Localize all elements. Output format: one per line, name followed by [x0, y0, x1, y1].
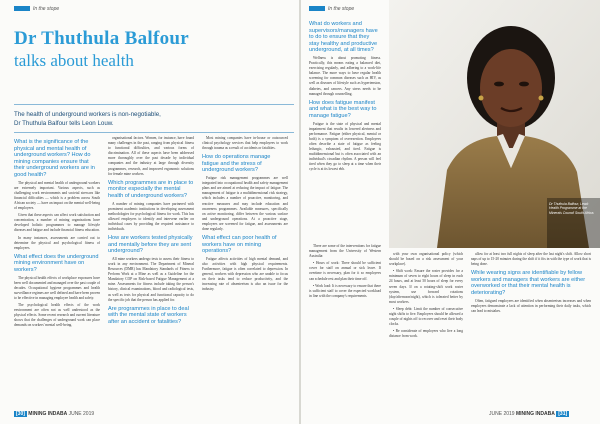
running-head-left: In the stope — [14, 6, 59, 12]
dek-rule — [14, 132, 294, 133]
question-heading: How do operations manage fatigue and the stress of underground workers? — [202, 154, 271, 174]
paragraph: In many instances, assessments are carried out to determine the physical and psychological fitness of employees. — [14, 235, 100, 250]
bullet: • Sleep debt: Limit the number of consecutive night shifts to five. Employees should be allowed a couple of nights off to recover and reset their body clocks. — [389, 306, 463, 327]
body-column-6 — [471, 252, 591, 406]
paragraph: A number of mining companies have partnered with prominent academic institutions in developing assessment methodologies for psychological fitness for work. This has allowed employers to identify and intervene earlier on individual cases by providing the required assistance to individuals. — [108, 201, 194, 231]
question-heading: How are workers tested physically and mentally before they are sent underground? — [108, 235, 193, 255]
bullet: • Hours of work: There should be sufficient cover for staff on annual or sick leave. If overtime is necessary, plan for it so employees can schedule rest and plan their time off. — [309, 261, 381, 281]
question-heading: What effect can poor health of workers have on mining operations? — [202, 235, 277, 255]
issue-date: JUNE 2019 — [489, 411, 515, 417]
paragraph: All mine workers undergo tests to assess their fitness to work in any environment. The Department of Mineral Resources (DMR) has Mandatory Standards of Fitness to Perform Work at a Mine as well as a Guideline for the Mandatory COP on Risk-based Fatigue Management at a mine. Assessments for fitness include taking the person's history, clinical examinations, blood and radiological tests, as well as tests for physical and functional capacity to do the specific job that the person has applied for. — [108, 256, 194, 302]
paragraph: Wellness is about promoting fitness. Practically, this means eating a balanced diet, exercising regularly, and adhering to a work-life balance. The more ways to have regular health screening for common diseases such as HIV, as well as diseases of lifestyle such as hypertension, diabetes, and cancers. Any stress needs to be managed through counselling. — [309, 55, 381, 96]
body-column-4-continued — [309, 244, 381, 406]
paragraph: Given that these aspects can affect work satisfaction and concentration, a number of mining organisations have developed holistic programmes to manage lifestyle diseases and fatigue and include financial fitness education. — [14, 213, 100, 233]
section-bar — [309, 6, 325, 11]
body-column-5 — [389, 252, 463, 406]
body-column-3 — [202, 136, 288, 406]
article-title: Dr Thuthula Balfour — [14, 28, 189, 49]
footer-right — [489, 411, 569, 417]
bullet: • Work load: It is necessary to ensure that there is sufficient staff to cover the expected workload in line with the company's requirements. — [309, 283, 381, 298]
paragraph: There are some of the interventions for fatigue management from the University of Western Australia: — [309, 244, 381, 259]
page-number: [30] — [16, 411, 25, 417]
question-heading: What do workers and supervisors/managers have to do to ensure that they stay healthy and productive underground, at all times? — [309, 21, 378, 54]
question-heading: What effect does the underground mining environment have on workers? — [14, 253, 99, 273]
bullet: • Shift work: Ensure the roster provides for a minimum of seven to eight hours of sleep in each 24 hours, and at least 50 hours of sleep for every seven days. If on a rotating-shift work roster system, use forward rotations (day/afternoon/night), which is tolerated better by most workers. — [389, 269, 463, 304]
section-bar — [14, 6, 30, 11]
paragraph: The psychological health effects of the work environment are often not as well understood as the physical effects. Some recent research and current literature shows that the challenges of underground work can place demands on workers' mental well-being. — [14, 303, 100, 328]
question-heading: Which programmes are in place to monitor especially the mental health of underground workers? — [108, 179, 194, 199]
paragraph: Fatigue is the state of physical and mental impairment that results in lowered alertness and performance. Fatigue (either physical, mental or both) is a symptom of overexertion. Employees often describe a state of fatigue as feeling lethargic, exhausted, and tired. Fatigue is multidimensional but is often associated with an individual's circadian rhythm. A person will feel tired when they go to sleep at a time when their cycle is at its lowest ebb. — [309, 121, 381, 172]
photo-caption: Dr Thuthula Balfour, Lead: Health Programme at the Minerals Council South Africa. — [549, 202, 595, 215]
left-page — [0, 0, 299, 424]
footer-left — [14, 411, 94, 417]
question-heading: While wearing signs are identifiable by fellow workers and managers that workers are either overworked or that their mental health is deteriorating? — [471, 270, 586, 297]
body-column-1 — [14, 136, 100, 406]
running-head-right: In the stope — [309, 6, 354, 12]
question-heading: What is the significance of the physical and mental health of underground workers? How do mining companies ensure that their underground workers are in good health? — [14, 139, 95, 178]
body-column-4 — [309, 18, 381, 240]
question-heading: How does fatigue manifest and what is the best way to manage fatigue? — [309, 99, 377, 119]
paragraph: Often, fatigued employees are identified when absenteeism increases and when employees demonstrate a lack of attention in performing their daily tasks, which can lead to mistakes. — [471, 298, 591, 313]
paragraph: The physical health effects of workplace exposures have been well documented and managed over the past couple of decades. Occupational hygiene programmes and health surveillance regimes are well defined and have been proven to be effective in managing employee health and safety. — [14, 275, 100, 300]
page-number: [31] — [558, 411, 568, 417]
paragraph: allow for at least two full nights of sleep after the last night's shift. Allow short naps of up to 15-20 minutes during the shift if it fits in with the type of work that is being done. — [471, 252, 591, 267]
paragraph: Most mining companies have in-house or outsourced clinical psychology services that help employees to work through trauma as a result of accidents or fatalities. — [202, 136, 288, 151]
question-heading: Are programmes in place to deal with the mental state of workers after an accident or fatalities? — [108, 305, 189, 325]
paragraph: organisational factors. Women, for instance, have found many challenges in the past, ranging from physical fitness to functional difficulties, and various forms of discrimination. All of these aspects have been addressed more thoroughly over the past decade by individual companies and the industry at large through diversity programmes, research, and improved ergonomic solutions for female mine workers. — [108, 136, 194, 176]
magazine-name: MINING INDABA — [515, 411, 555, 417]
right-page — [301, 0, 600, 424]
article-dek: The health of underground workers is non-negotiable, Dr Thuthula Balfour tells Leon Louw. — [14, 111, 161, 127]
bullet: • Be considerate of employees who live a long distance from work. — [389, 329, 463, 339]
paragraph: The physical and mental health of underground workers are extremely important. Various aspects, such as challenging work environments and societal stressors like financial difficulties — which is a problem across South African society — have an impact on the mental well-being of employees. — [14, 180, 100, 211]
body-column-2 — [108, 136, 194, 406]
paragraph: with your own organisational policy (which should be based on a risk assessment of your workplace). — [389, 252, 463, 267]
title-rule — [14, 104, 294, 105]
paragraph: Fatigue risk management programmes are well integrated into occupational health and safety management plans and are aimed at reducing the impact of fatigue. The management of fatigue is a multidimensional risk strategy, which includes a number of proactive, monitoring, and reactive measures and may include education and awareness programmes. Available measures, specifically on active monitoring, differ between the various surface and underground operations. At a proactive stage, employees are screened for fatigue, and assessments are done regularly. — [202, 176, 288, 231]
paragraph: Fatigue affects activities of high mental demand, and also activities with high physical requirements. Furthermore, fatigue is often correlated to depression. In general, workers with depression who are unable to focus on their tasks tend to reduce productivity, and the increasing rate of absenteeism is also an issue for the industry. — [202, 256, 288, 292]
article-subtitle: talks about health — [14, 51, 134, 70]
issue-date: JUNE 2019 — [68, 411, 95, 417]
magazine-name: MINING INDABA — [28, 411, 68, 417]
